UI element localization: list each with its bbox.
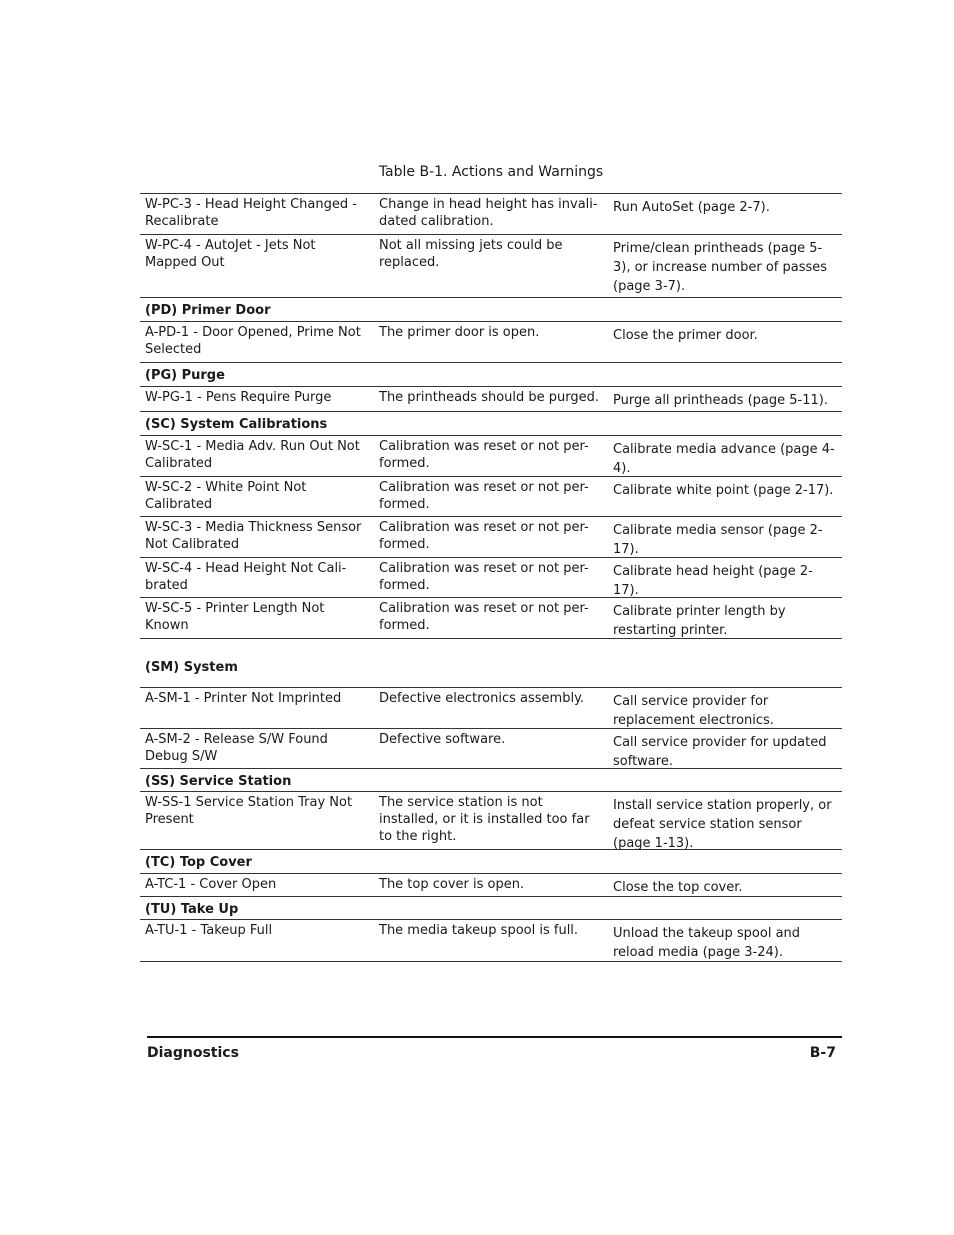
action-cell: Calibrate white point (page 2-17). <box>613 483 834 498</box>
cause-cell: Calibration was reset or not per-formed. <box>379 439 589 471</box>
action-cell: Close the primer door. <box>613 328 758 343</box>
message-code-cell: W-SC-5 - Printer Length Not Known <box>145 601 325 633</box>
table-row <box>140 194 842 235</box>
footer-page-number: B-7 <box>809 1045 836 1061</box>
cause-cell: Calibration was reset or not per-formed. <box>379 480 589 512</box>
table-section-header: (SC) System Calibrations <box>140 412 842 436</box>
action-cell: Purge all printheads (page 5-11). <box>613 393 828 408</box>
table-section-header: (TC) Top Cover <box>140 850 842 874</box>
message-code-cell: A-SM-2 - Release S/W Found Debug S/W <box>145 732 328 764</box>
message-code-cell: W-PC-3 - Head Height Changed - Recalibrate <box>145 197 357 229</box>
cause-cell: Defective electronics assembly. <box>379 691 585 706</box>
table-row <box>140 874 842 897</box>
table-section-header: (PD) Primer Door <box>140 298 842 322</box>
message-code-cell: A-TU-1 - Takeup Full <box>145 923 273 938</box>
cause-cell: Change in head height has invali-dated calibration. <box>379 197 598 229</box>
action-cell: Run AutoSet (page 2-7). <box>613 200 770 215</box>
message-code-cell: A-PD-1 - Door Opened, Prime Not Selected <box>145 325 361 357</box>
table-row <box>140 920 842 962</box>
message-code-cell: W-SC-4 - Head Height Not Cali-brated <box>145 561 347 593</box>
message-code-cell: A-TC-1 - Cover Open <box>145 877 277 892</box>
action-cell: Calibrate head height (page 2-17). <box>613 564 813 598</box>
cause-cell: The media takeup spool is full. <box>379 923 579 938</box>
action-cell: Call service provider for replacement electronics. <box>613 694 774 728</box>
action-cell: Close the top cover. <box>613 880 743 895</box>
cause-cell: Calibration was reset or not per-formed. <box>379 520 589 552</box>
table-row <box>140 436 842 477</box>
table-row <box>140 322 842 363</box>
action-cell: Install service station properly, or defeat service station sensor (page 1-13). <box>613 798 832 851</box>
message-code-cell: W-SC-3 - Media Thickness Sensor Not Calibrated <box>145 520 362 552</box>
action-cell: Prime/clean printheads (page 5-3), or increase number of passes (page 3-7). <box>613 241 828 294</box>
message-code-cell: W-SC-1 - Media Adv. Run Out Not Calibrated <box>145 439 360 471</box>
action-cell: Calibrate printer length by restarting printer. <box>613 604 786 638</box>
footer-rule <box>147 1036 842 1038</box>
table-section-header: (TU) Take Up <box>140 897 842 920</box>
footer-section-title: Diagnostics <box>147 1045 239 1061</box>
action-cell: Unload the takeup spool and reload media (page 3-24). <box>613 926 801 960</box>
table-row <box>140 517 842 558</box>
message-code-cell: W-PG-1 - Pens Require Purge <box>145 390 332 405</box>
message-code-cell: W-SS-1 Service Station Tray Not Present <box>145 795 353 827</box>
table-row <box>140 729 842 769</box>
action-cell: Calibrate media sensor (page 2-17). <box>613 523 823 557</box>
table-row <box>140 235 842 298</box>
message-code-cell: A-SM-1 - Printer Not Imprinted <box>145 691 342 706</box>
table-section-header: (SM) System <box>140 639 842 688</box>
message-code-cell: W-PC-4 - AutoJet - Jets Not Mapped Out <box>145 238 316 270</box>
message-code-cell: W-SC-2 - White Point Not Calibrated <box>145 480 307 512</box>
actions-warnings-table <box>140 193 842 962</box>
action-cell: Call service provider for updated software. <box>613 735 827 769</box>
cause-cell: Calibration was reset or not per-formed. <box>379 561 589 593</box>
action-cell: Calibrate media advance (page 4-4). <box>613 442 835 476</box>
cause-cell: The top cover is open. <box>379 877 525 892</box>
cause-cell: Not all missing jets could be replaced. <box>379 238 563 270</box>
table-row <box>140 792 842 850</box>
table-row <box>140 477 842 517</box>
table-row <box>140 598 842 639</box>
table-row <box>140 387 842 412</box>
table-caption: Table B-1. Actions and Warnings <box>378 164 604 180</box>
cause-cell: The primer door is open. <box>379 325 540 340</box>
table-row <box>140 558 842 598</box>
cause-cell: The service station is not installed, or it is installed too far to the right. <box>379 795 590 844</box>
table-section-header: (SS) Service Station <box>140 769 842 792</box>
cause-cell: Calibration was reset or not per-formed. <box>379 601 589 633</box>
cause-cell: Defective software. <box>379 732 506 747</box>
table-section-header: (PG) Purge <box>140 363 842 387</box>
cause-cell: The printheads should be purged. <box>379 390 600 405</box>
table-row <box>140 688 842 729</box>
